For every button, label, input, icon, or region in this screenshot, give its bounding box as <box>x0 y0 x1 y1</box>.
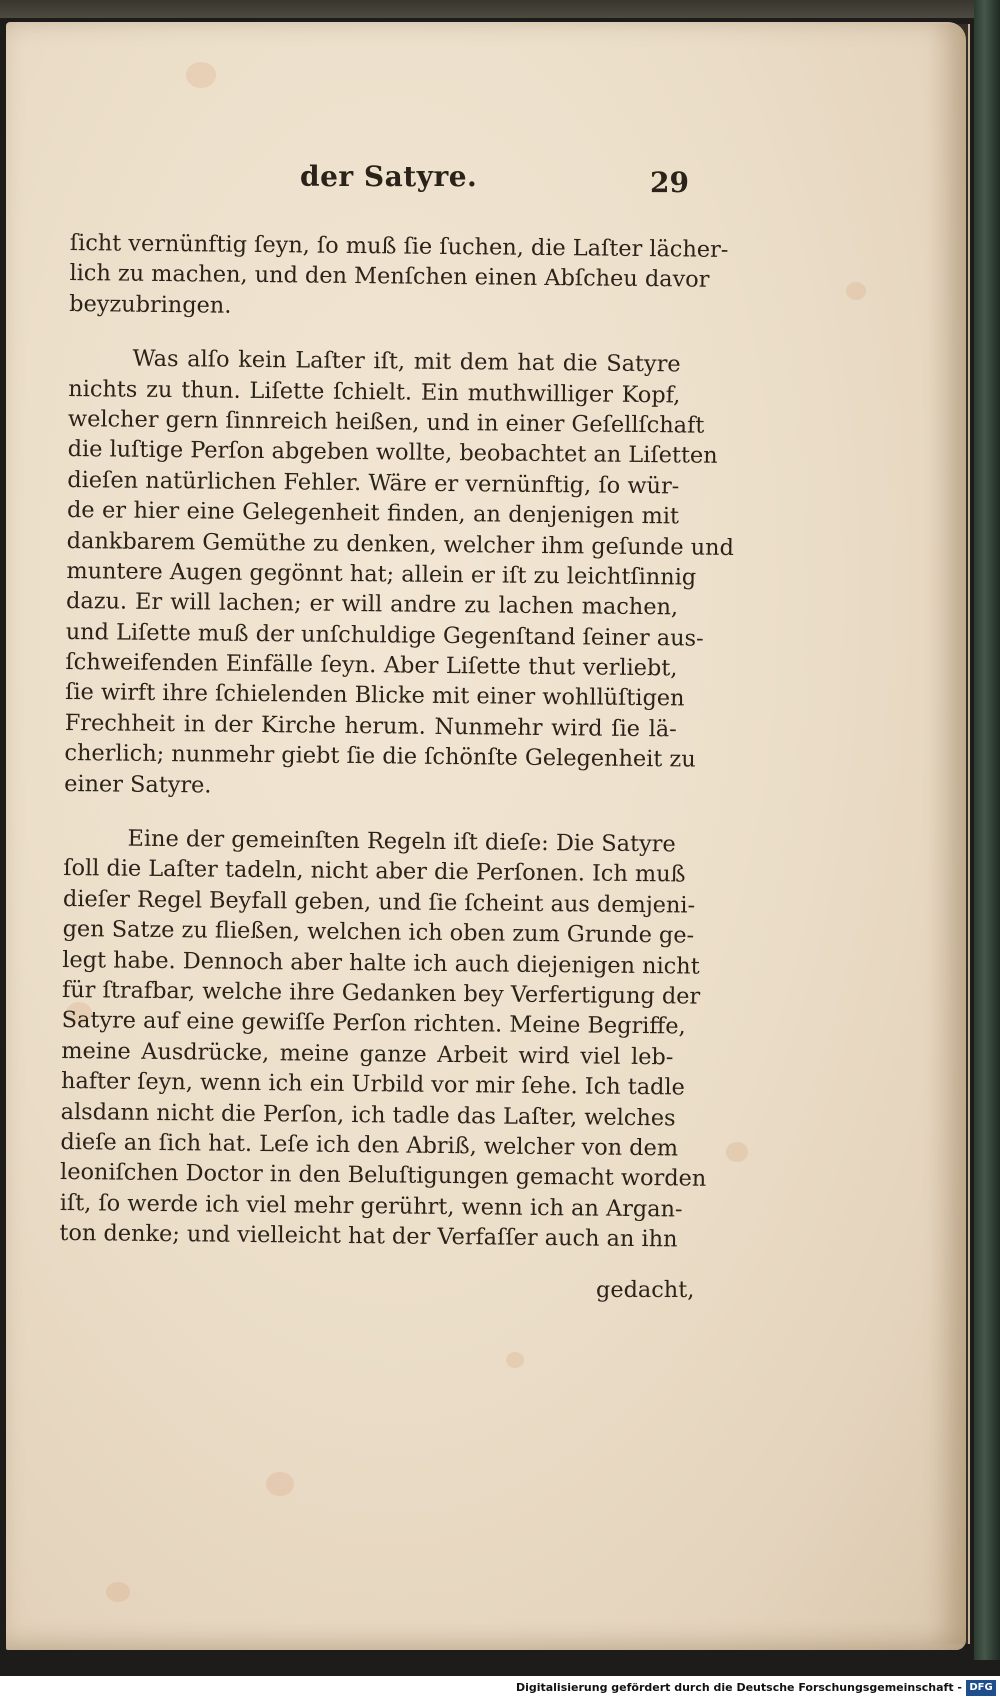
book-top-edge <box>0 0 1000 18</box>
body-text <box>59 228 734 1255</box>
paragraph-1 <box>69 228 729 326</box>
page-edge-shadow <box>928 24 970 1644</box>
footer-bar <box>0 1676 1000 1701</box>
dfg-logo: DFG <box>966 1680 996 1696</box>
foxing-spot <box>106 1582 130 1602</box>
text-line: legt habe. Dennoch aber halte ich auch diejenigen nicht <box>62 946 700 980</box>
text-line: leoniſchen Doctor in den Beluſtigungen gemacht worden <box>59 1159 707 1193</box>
paragraph-3 <box>59 823 707 1255</box>
text-line: hafter ſeyn, wenn ich ein Urbild vor mir ſehe. Ich tadle <box>60 1068 686 1101</box>
text-line: gen Satze zu fließen, welchen ich oben zum Grunde ge- <box>62 916 695 949</box>
foxing-spot <box>506 1352 524 1368</box>
paragraph-2 <box>64 343 734 805</box>
text-line: muntere Augen gegönnt hat; allein er iſt zu leichtſinnig <box>66 557 697 591</box>
text-line: dankbarem Gemüthe zu denken, welcher ihm geſunde und <box>66 527 734 561</box>
foxing-spot <box>186 62 216 88</box>
foxing-spot <box>266 1472 294 1496</box>
foxing-spot <box>726 1142 748 1162</box>
text-line: ſchweifenden Einfälle ſeyn. Aber Liſette thut verliebt, <box>65 649 678 682</box>
running-head: der Satyre. <box>300 160 478 193</box>
text-line: Was alſo kein Laſter iſt, mit dem hat die Satyre <box>132 345 681 378</box>
text-line: nichts zu thun. Liſette ſchielt. Ein muthwilliger Kopf, <box>68 375 681 408</box>
foxing-spot <box>846 282 866 300</box>
text-line: ſicht vernünftig ſeyn, ſo muß ſie ſuchen, die Laſter lächer- <box>69 229 729 263</box>
text-line: dieſe an ſich hat. Leſe ich den Abriß, welcher von dem <box>60 1128 679 1162</box>
text-line: Eine der gemeinſten Regeln iſt dieſe: Die Satyre <box>127 825 676 858</box>
text-line: dieſen natürlichen Fehler. Wäre er vernünftig, ſo wür- <box>67 466 680 500</box>
text-line: für ſtrafbar, welche ihre Gedanken bey Verfertigung der <box>61 976 701 1010</box>
text-line: die luſtige Perſon abgeben wollte, beobachtet an Liſetten <box>67 436 718 470</box>
text-line: ſie wirft ihre ſchielenden Blicke mit einer wohllüſtigen <box>65 679 685 712</box>
footer-credit: Digitalisierung gefördert durch die Deutsche Forschungsgemeinschaft - <box>515 1681 962 1694</box>
text-line: ton denke; und vielleicht hat der Verfaſſer auch an ihn <box>59 1220 678 1253</box>
text-line: alsdann nicht die Perſon, ich tadle das Laſter, welches <box>60 1098 676 1131</box>
catchword: gedacht, <box>596 1277 695 1303</box>
text-line: einer Satyre. <box>64 770 212 799</box>
text-line: beyzubringen. <box>69 290 232 319</box>
book-spine <box>974 0 1000 1660</box>
text-line: cherlich; nunmehr giebt ſie die ſchönſte Gelegenheit zu <box>64 740 696 773</box>
text-line: de er hier eine Gelegenheit finden, an denjenigen mit <box>66 497 680 530</box>
text-line: lich zu machen, und den Menſchen einen Abſcheu davor <box>69 260 710 294</box>
text-line: iſt, ſo werde ich viel mehr gerührt, wenn ich an Argan- <box>59 1189 683 1223</box>
text-line: Frechheit in der Kirche herum. Nunmehr wird ſie lä- <box>64 709 677 743</box>
text-line: ſoll die Laſter tadeln, nicht aber die Perſonen. Ich muß <box>63 855 686 888</box>
text-line: dieſer Regel Beyfall geben, und ſie ſcheint aus demjeni- <box>62 885 696 919</box>
text-line: meine Ausdrücke, meine ganze Arbeit wird viel leb- <box>61 1037 674 1071</box>
text-line: welcher gern ſinnreich heißen, und in einer Geſellſchaft <box>67 405 705 439</box>
text-line: und Liſette muß der unſchuldige Gegenſtand ſeiner aus- <box>65 618 704 652</box>
text-line: dazu. Er will lachen; er will andre zu lachen machen, <box>65 588 679 621</box>
page-number: 29 <box>650 166 689 199</box>
text-line: Satyre auf eine gewiſſe Perſon richten. Meine Begriffe, <box>61 1007 686 1040</box>
